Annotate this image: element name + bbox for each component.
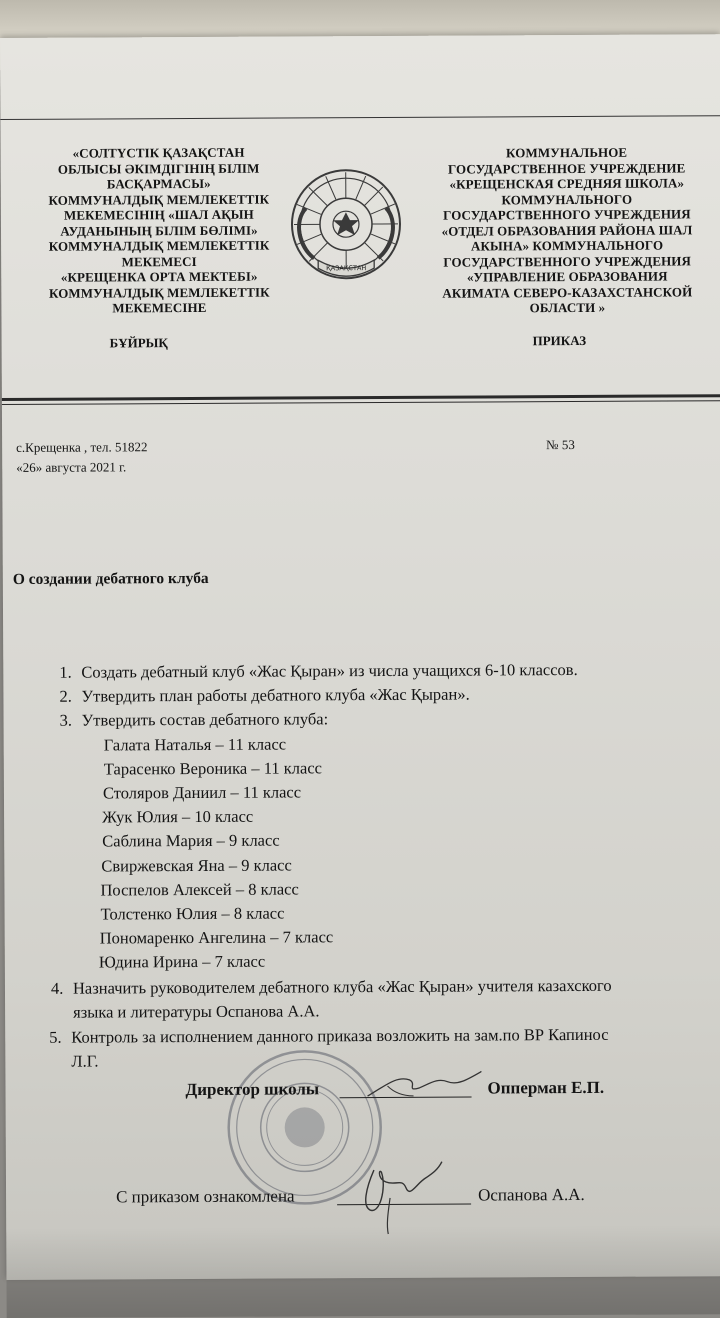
item-text: Утвердить состав дебатного клуба:	[82, 709, 329, 729]
header-line: МЕКЕМЕСІНІҢ «ШАЛ АҚЫН	[29, 206, 289, 223]
header-line: КОММУНАЛЬНОЕ	[413, 144, 720, 161]
member-row: Пономаренко Ангелина – 7 класс	[100, 925, 334, 950]
list-item	[60, 707, 329, 732]
header-line: ГОСУДАРСТВЕННОГО УЧРЕЖДЕНИЯ	[413, 253, 720, 270]
member-row: Тарасенко Вероника – 11 класс	[104, 756, 322, 781]
item-text: Назначить руководителем дебатного клуба «Жас Қыран» учителя казахского	[73, 976, 612, 998]
order-title-ru: ПРИКАЗ	[533, 333, 587, 349]
item-text: Контроль за исполнением данного приказа возложить на зам.по ВР Капинос	[71, 1025, 608, 1047]
item-number: 4.	[51, 977, 73, 1001]
header-line: «КРЕЩЕНСКАЯ СРЕДНЯЯ ШКОЛА»	[413, 175, 720, 192]
member-row: Свиржевская Яна – 9 класс	[101, 853, 292, 878]
list-item	[59, 683, 469, 709]
list-item	[59, 658, 577, 685]
ack-signature-icon	[346, 1148, 446, 1239]
header-line: «СОЛТҮСТІК ҚАЗАҚСТАН	[29, 144, 289, 161]
emblem-text: ҚАЗАҚСТАН	[326, 264, 366, 272]
header-divider-thin	[2, 400, 720, 405]
page-shadow	[6, 1224, 720, 1318]
item-continuation: Л.Г.	[71, 1049, 98, 1073]
header-line: КОММУНАЛДЫҚ МЕМЛЕКЕТТІК	[29, 237, 289, 254]
document-title: О создании дебатного клуба	[13, 570, 209, 589]
member-row: Толстенко Юлия – 8 класс	[101, 902, 285, 927]
item-number: 2.	[59, 685, 81, 709]
item-number: 3.	[60, 709, 82, 733]
member-row: Галата Наталья – 11 класс	[104, 733, 286, 758]
header-russian	[413, 144, 720, 316]
acknowledgement-label: С приказом ознакомлена	[116, 1186, 295, 1207]
director-signature-icon	[357, 1065, 487, 1106]
header-line: «УПРАВЛЕНИЕ ОБРАЗОВАНИЯ	[413, 268, 720, 285]
header-line: МЕКЕМЕСІНЕ	[29, 299, 289, 316]
director-label: Директор школы	[185, 1079, 319, 1100]
header-kazakh	[29, 144, 290, 316]
member-row: Столяров Даниил – 11 класс	[103, 780, 301, 805]
header-line: АКИМАТА СЕВЕРО-КАЗАХСТАНСКОЙ	[413, 284, 720, 301]
order-number: № 53	[546, 437, 575, 453]
item-number: 5.	[49, 1026, 71, 1050]
list-item	[51, 974, 612, 1001]
header-line: «КРЕЩЕНКА ОРТА МЕКТЕБІ»	[29, 268, 289, 285]
header-line: «ОТДЕЛ ОБРАЗОВАНИЯ РАЙОНА ШАЛ	[413, 222, 720, 239]
document-page	[0, 34, 720, 1280]
header-line: ГОСУДАРСТВЕННОГО УЧРЕЖДЕНИЯ	[413, 206, 720, 223]
director-name: Опперман Е.П.	[487, 1078, 604, 1099]
member-row: Саблина Мария – 9 класс	[102, 829, 280, 854]
member-row: Юдина Ирина – 7 класс	[99, 950, 265, 975]
header-line: КОММУНАЛДЫҚ МЕМЛЕКЕТТІК	[29, 284, 289, 301]
header-line: БАСҚАРМАСЫ»	[29, 175, 289, 192]
item-continuation: языка и литературы Оспанова А.А.	[73, 999, 320, 1024]
item-number: 1.	[59, 661, 81, 685]
state-emblem-icon	[284, 164, 409, 289]
acknowledgement-name: Оспанова А.А.	[478, 1185, 585, 1206]
place-phone: с.Крещенка , тел. 51822	[16, 439, 147, 456]
header-line: КОММУНАЛЬНОГО	[413, 191, 720, 208]
header-line: ОБЛАСТИ »	[413, 299, 720, 316]
top-divider	[0, 115, 720, 120]
header-line: ГОСУДАРСТВЕННОЕ УЧРЕЖДЕНИЕ	[413, 160, 720, 177]
item-text: Утвердить план работы дебатного клуба «Жас Қыран».	[81, 685, 469, 706]
order-title-kz: БҰЙРЫҚ	[110, 335, 168, 351]
header-line: МЕКЕМЕСІ	[29, 253, 289, 270]
header-line: КОММУНАЛДЫҚ МЕМЛЕКЕТТІК	[29, 191, 289, 208]
header-line: АКЫНА» КОММУНАЛЬНОГО	[413, 237, 720, 254]
header-line: АУДАНЫНЫҢ БІЛІМ БӨЛІМІ»	[29, 222, 289, 239]
header-line: ОБЛЫСЫ ӘКІМДІГІНІҢ БІЛІМ	[29, 160, 289, 177]
member-row: Жук Юлия – 10 класс	[102, 805, 253, 830]
item-text: Создать дебатный клуб «Жас Қыран» из числа учащихся 6-10 классов.	[81, 660, 577, 682]
member-row: Поспелов Алексей – 8 класс	[100, 877, 298, 902]
order-date: «26» августа 2021 г.	[16, 459, 126, 476]
